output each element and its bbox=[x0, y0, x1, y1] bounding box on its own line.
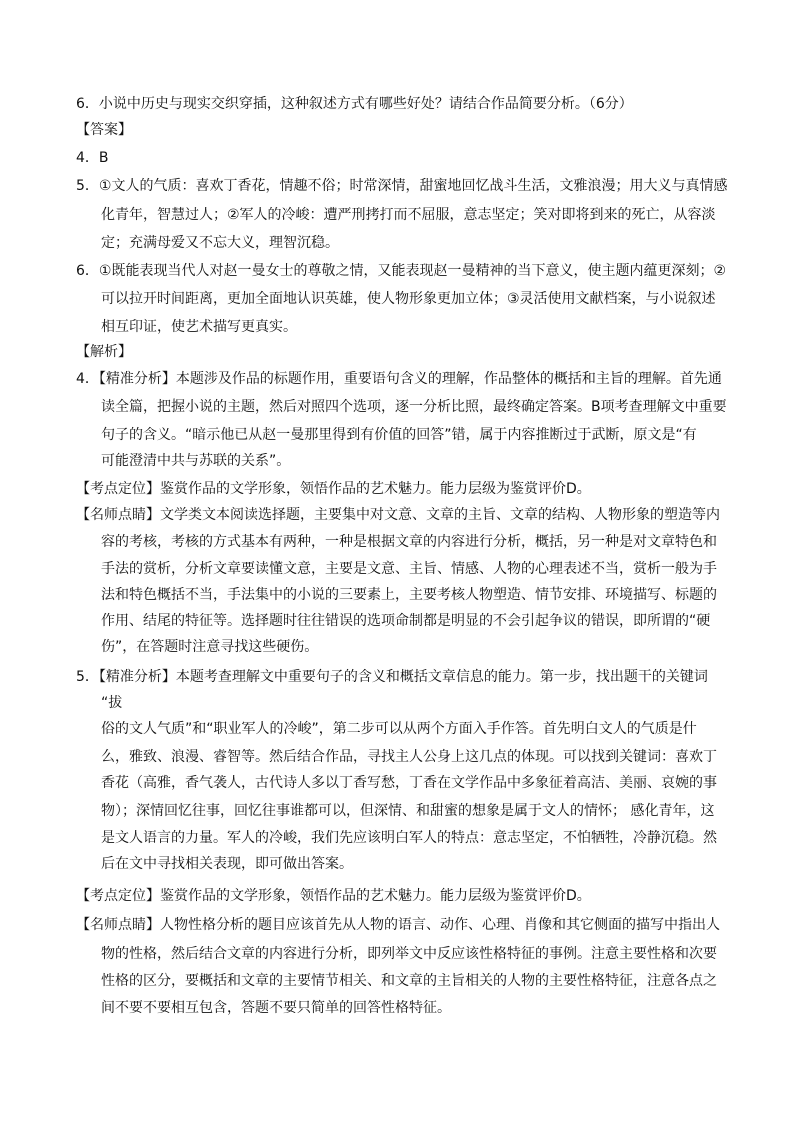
mingshi-5-line: 【名师点睛】人物性格分析的题目应该首先从人物的语言、动作、心理、肖像和其它侧面的描写中指出人 bbox=[76, 917, 720, 933]
mingshi-4-line: 手法的赏析，分析文章要读懂文意，主要是文意、主旨、情感、人物的心理表述不当，赏析一般为手 bbox=[101, 561, 717, 577]
mingshi-5-line: 物的性格，然后结合文章的内容进行分析，即列举文中反应该性格特征的事例。注意主要性格和次要 bbox=[101, 946, 717, 962]
answer-5-line: 化青年，智慧过人；②军人的冷峻：遭严刑拷打而不屈服，意志坚定；笑对即将到来的死亡，从容淡 bbox=[101, 207, 716, 223]
mingshi-5-line: 性格的区分，要概括和文章的主要情节相关、和文章的主旨相关的人物的主要性格特征，注意各点之 bbox=[101, 973, 717, 989]
analysis-heading: 【解析】 bbox=[76, 344, 132, 360]
answer-6-line: 可以拉开时间距离，更加全面地认识英雄，使人物形象更加立体；③灵活使用文献档案，与小说叙述 bbox=[101, 291, 716, 307]
analysis-5-line: 后在文中寻找相关表现，即可做出答案。 bbox=[101, 856, 353, 872]
analysis-5-line: 俗的文人气质”和“职业军人的冷峻”，第二步可以从两个方面入手作答。首先明白文人的气质是什 bbox=[101, 721, 697, 737]
kaodian-4: 【考点定位】鉴赏作品的文学形象，领悟作品的艺术魅力。能力层级为鉴赏评价D。 bbox=[76, 481, 591, 497]
analysis-4-line: 读全篇，把握小说的主题，然后对照四个选项，逐一分析比照，最终确定答案。B项考查理解文中重要 bbox=[101, 399, 727, 415]
answer-5-line: 定；充满母爱又不忘大义，理智沉稳。 bbox=[101, 235, 339, 251]
analysis-5-line: 物）；深情回忆往事，回忆往事谁都可以，但深情、和甜蜜的想象是属于文人的情怀； 感化青年，这 bbox=[101, 803, 715, 819]
analysis-5-line: 香花（高雅，香气袭人，古代诗人多以丁香写愁，丁香在文学作品中多象征着高洁、美丽、哀婉的事 bbox=[101, 775, 717, 791]
answer-4: 4．B bbox=[76, 150, 109, 166]
mingshi-4-line: 【名师点睛】文学类文本阅读选择题，主要集中对文意、文章的主旨、文章的结构、人物形象的塑造等内 bbox=[76, 507, 720, 523]
analysis-4-line: 4．【精准分析】本题涉及作品的标题作用，重要语句含义的理解，作品整体的概括和主旨的理解。首先通 bbox=[76, 371, 722, 387]
analysis-5-line: 么，雅致、浪漫、睿智等。然后结合作品，寻找主人公身上这几点的体现。可以找到关键词：喜欢丁 bbox=[101, 749, 717, 765]
mingshi-4-line: 作用、结尾的特征等。选择题时往往错误的选项命制都是明显的不会引起争议的错误，即所谓的“硬 bbox=[101, 613, 711, 629]
answer-5-line: 5．①文人的气质：喜欢丁香花，情趣不俗；时常深情，甜蜜地回忆战斗生活，文雅浪漫；用大义与真情感 bbox=[76, 178, 728, 194]
analysis-5-line: 5．【精准分析】本题考查理解文中重要句子的含义和概括文章信息的能力。第一步，找出题干的关键词 bbox=[76, 669, 708, 685]
mingshi-5-line: 间不要不要相互包含，答题不要只简单的回答性格特征。 bbox=[101, 1000, 451, 1016]
analysis-5-line: “拔 bbox=[101, 695, 123, 711]
analysis-5-line: 是文人语言的力量。军人的冷峻，我们先应该明白军人的特点：意志坚定，不怕牺牲，冷静沉稳。然 bbox=[101, 830, 717, 846]
answer-heading: 【答案】 bbox=[76, 122, 132, 138]
analysis-4-line: 可能澄清中共与苏联的关系”。 bbox=[101, 453, 291, 469]
mingshi-4-line: 法和特色概括不当，手法集中的小说的三要素上，主要考核人物塑造、情节安排、环境描写、标题的 bbox=[101, 587, 717, 603]
mingshi-4-line: 容的考核，考核的方式基本有两种，一种是根据文章的内容进行分析，概括，另一种是对文章特色和 bbox=[101, 534, 717, 550]
question-6: 6．小说中历史与现实交织穿插，这种叙述方式有哪些好处？请结合作品简要分析。（6分） bbox=[76, 96, 633, 112]
kaodian-5: 【考点定位】鉴赏作品的文学形象，领悟作品的艺术魅力。能力层级为鉴赏评价D。 bbox=[76, 888, 591, 904]
answer-6-line: 相互印证，使艺术描写更真实。 bbox=[101, 319, 297, 335]
answer-6-line: 6．①既能表现当代人对赵一曼女士的尊敬之情，又能表现赵一曼精神的当下意义，使主题内蕴更深刻；② bbox=[76, 263, 727, 279]
analysis-4-line: 句子的含义。“暗示他已从赵一曼那里得到有价值的回答”错，属于内容推断过于武断，原文是“有 bbox=[101, 427, 697, 443]
mingshi-4-line: 伤”，在答题时注意寻找这些硬伤。 bbox=[101, 639, 319, 655]
